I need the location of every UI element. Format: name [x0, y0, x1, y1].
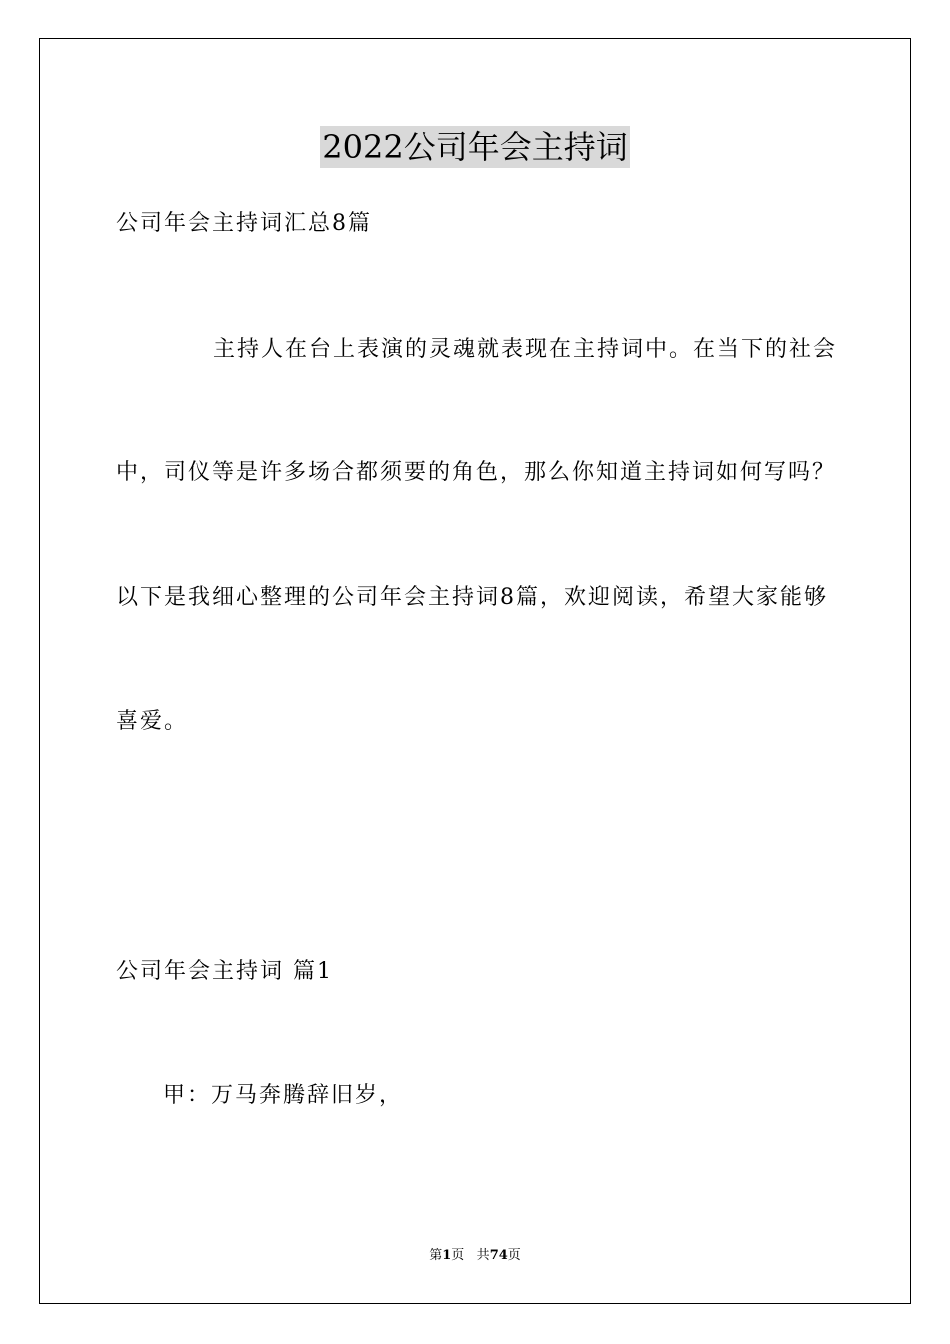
- speech-line: 甲：万马奔腾辞旧岁，: [163, 1083, 404, 1108]
- document-title: 2022公司年会主持词: [322, 128, 628, 166]
- paragraph-line-1: 主持人在台上表演的灵魂就表现在主持词中。在当下的社会: [213, 337, 838, 362]
- paragraph-line-4: 喜爱。: [116, 709, 189, 734]
- paragraph-line-3: 以下是我细心整理的公司年会主持词8篇，欢迎阅读，希望大家能够: [116, 585, 828, 610]
- footer-page-number: 1: [442, 1248, 452, 1263]
- title-container: [0, 126, 950, 168]
- paragraph-line-2: 中，司仪等是许多场合都须要的角色，那么你知道主持词如何写吗？: [116, 460, 837, 485]
- section-heading: 公司年会主持词 篇1: [116, 959, 333, 984]
- document-subtitle: 公司年会主持词汇总8篇: [116, 211, 372, 236]
- footer-page-prefix: 第: [429, 1248, 443, 1263]
- page-footer: [0, 1247, 950, 1265]
- footer-total-suffix: 页: [507, 1248, 521, 1263]
- footer-total-pages: 74: [489, 1248, 508, 1263]
- footer-page-suffix: 页: [451, 1248, 465, 1263]
- footer-total-prefix: 共: [476, 1248, 490, 1263]
